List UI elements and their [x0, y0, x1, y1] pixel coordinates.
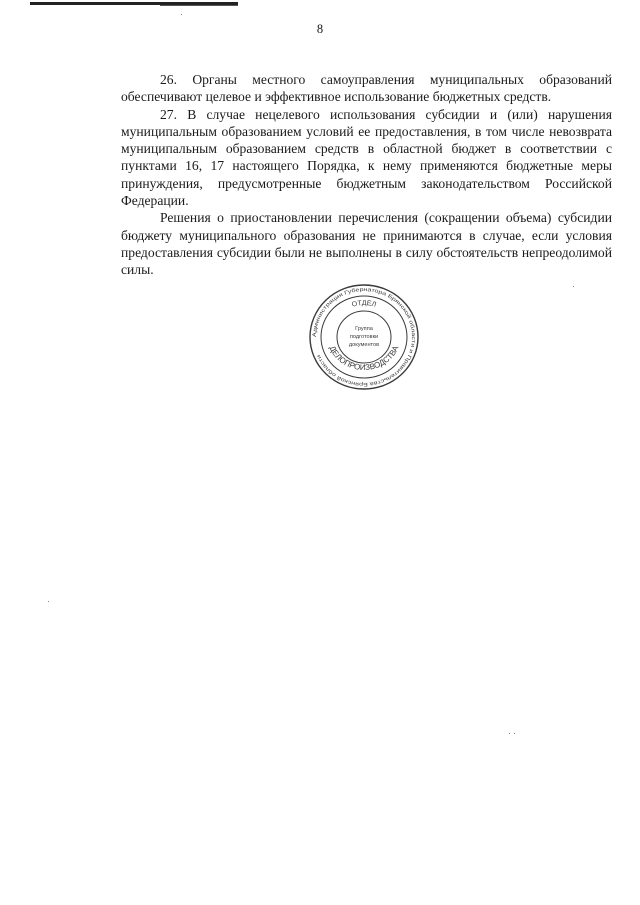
paragraph-suspension-decisions: Решения о приостановлении перечисления (сокращении объема) субсидии бюджету муниципального образования не принимаются в случае, если условия предоставления субсидии были не выполнены в силу обстоятельств непреодолимой силы. [121, 210, 612, 278]
scan-speck [48, 601, 49, 602]
stamp-center-line-2: подготовки [349, 334, 379, 340]
official-stamp [308, 283, 420, 391]
top-border-line-tail [160, 5, 238, 6]
stamp-center-line-3: документов [348, 342, 380, 348]
scan-speck [181, 14, 182, 15]
scan-speck [509, 733, 510, 734]
scan-speck [573, 286, 574, 287]
paragraph-26: 26. Органы местного самоуправления муниципальных образований обеспечивают целевое и эффективное использование бюджетных средств. [121, 72, 612, 105]
stamp-center-line-1: Группа [355, 326, 373, 332]
stamp-outer-text: Администрация Губернатора Брянской области и Правительства Брянской области [311, 286, 417, 388]
document-body [121, 71, 612, 279]
scan-speck [514, 733, 515, 734]
paragraph-27: 27. В случае нецелевого использования субсидии и (или) нарушения муниципальным образованием условий ее предоставления, в том числе невозврата муниципальным образованием средств в областной бюджет в соответствии с пунктами 16, 17 настоящего Порядка, к нему применяются бюджетные меры принуждения, предусмотренные бюджетным законодательством Российской Федерации. [121, 106, 612, 209]
stamp-top-word: ОТДЕЛ [351, 300, 377, 309]
page-number: 8 [316, 22, 324, 36]
stamp-bottom-word: ДЕЛОПРОИЗВОДСТВА [327, 344, 401, 373]
stamp-seal [308, 283, 420, 391]
